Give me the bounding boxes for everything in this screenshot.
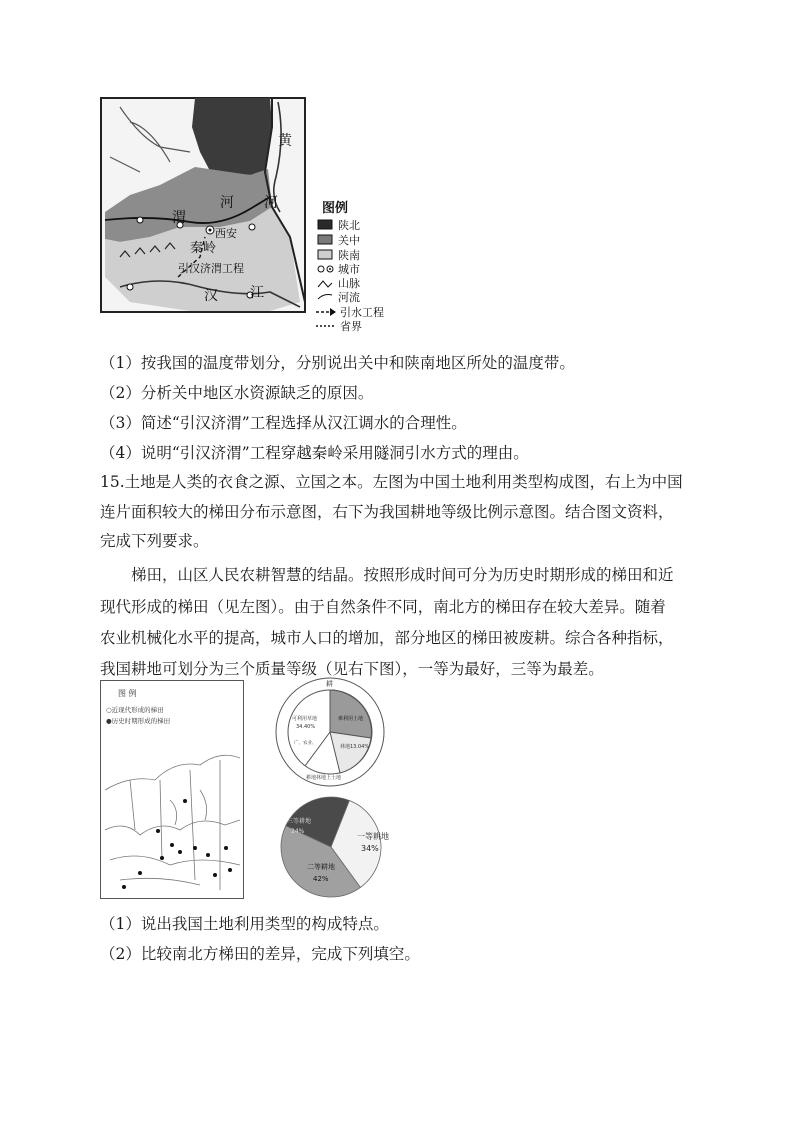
pie-pct-grade1: 34%	[361, 844, 379, 853]
question-14-4: （4）说明“引汉济渭”工程穿越秦岭采用隧洞引水方式的理由。	[100, 444, 529, 462]
question-14-1: （1）按我国的温度带划分，分别说出关中和陕南地区所处的温度带。	[100, 354, 575, 372]
river-icon	[318, 295, 332, 300]
label-han: 汉	[204, 288, 218, 304]
question-14-2: （2）分析关中地区水资源缺乏的原因。	[100, 384, 374, 402]
city-marker	[137, 217, 143, 223]
terrace-map	[100, 680, 245, 900]
farmland-grade-pie	[275, 793, 395, 905]
svg-text:关中: 关中	[338, 234, 360, 247]
q15-intro-line-3: 完成下列要求。	[100, 532, 209, 550]
legend-title: 图例	[322, 201, 349, 216]
label-unusable: 难利用土地	[338, 716, 364, 722]
light-fill-swatch	[318, 250, 332, 259]
label-outer: 耕	[326, 680, 333, 688]
pie-pct-grade2: 42%	[313, 875, 329, 883]
q15-intro-line-2: 连片面积较大的梯田分布示意图，右下为我国耕地等级比例示意图。结合图文资料，	[100, 503, 674, 521]
mountain-icon	[318, 281, 332, 287]
q15-para-line-1: 梯田，山区人民农耕智慧的结晶。按照形成时间可分为历史时期形成的梯田和近	[131, 566, 674, 584]
city-icon	[318, 266, 333, 272]
question-15-2: （2）比较南北方梯田的差异，完成下列填空。	[100, 945, 420, 963]
label-jiang: 江	[250, 285, 264, 301]
label-xian: 西安	[215, 227, 237, 240]
arrow-icon	[316, 308, 336, 316]
pie-label-grade3: 三等耕地	[287, 818, 312, 825]
map2-legend-modern: ○近现代形成的梯田	[106, 706, 164, 714]
pie-pct-grade3: 24%	[291, 828, 305, 835]
label-he: 河	[264, 195, 278, 211]
svg-text:省界: 省界	[340, 320, 362, 333]
land-use-chart	[270, 676, 390, 788]
svg-text:陕南: 陕南	[338, 249, 360, 262]
q15-para-line-4: 我国耕地可划分为三个质量等级（见右下图），一等为最好，三等为最差。	[100, 660, 604, 678]
svg-text:山脉: 山脉	[338, 277, 360, 290]
city-marker	[127, 284, 133, 290]
svg-text:陕北: 陕北	[338, 219, 360, 232]
label-wei: 渭	[172, 210, 186, 226]
svg-text:河流: 河流	[338, 291, 360, 304]
label-huang: 黄	[278, 133, 292, 149]
dark-fill-swatch	[318, 220, 332, 229]
label-forest: 林地13.04%	[340, 744, 370, 750]
map2-legend-title: 图 例	[118, 689, 137, 698]
city-marker	[249, 224, 255, 230]
svg-text:引水工程: 引水工程	[340, 306, 384, 319]
q15-para-line-2: 现代形成的梯田（见左图）。由于自然条件不同，南北方的梯田存在较大差异。随着	[100, 598, 666, 616]
label-small: 广、农业、	[294, 741, 317, 746]
question-15-1: （1）说出我国土地利用类型的构成特点。	[100, 915, 389, 933]
label-qinling: 秦岭	[190, 241, 217, 256]
map1-legend	[316, 200, 384, 333]
q15-intro-line-1: 15.土地是人类的衣食之源、立国之本。左图为中国土地利用类型构成图，右上为中国	[100, 473, 683, 491]
label-bottom: 耕地林地上土地	[306, 775, 342, 781]
label-project: 引汉济渭工程	[178, 262, 244, 275]
label-grassland-pct: 34.40%	[296, 724, 316, 730]
pie-label-grade1: 一等耕地	[357, 832, 389, 841]
label-grassland: 可利用草地	[292, 716, 318, 722]
map2-legend-historical: ●历史时期形成的梯田	[106, 717, 171, 725]
q15-para-line-3: 农业机械化水平的提高，城市人口的增加，部分地区的梯田被废耕。综合各种指标，	[100, 629, 674, 647]
question-14-3: （3）简述“引汉济渭”工程选择从汉江调水的合理性。	[100, 414, 467, 432]
shaanxi-map	[100, 97, 410, 343]
medium-fill-swatch	[318, 235, 332, 244]
label-he-wei: 河	[220, 195, 234, 211]
pie-label-grade2: 二等耕地	[307, 863, 335, 871]
svg-text:城市: 城市	[338, 263, 360, 276]
